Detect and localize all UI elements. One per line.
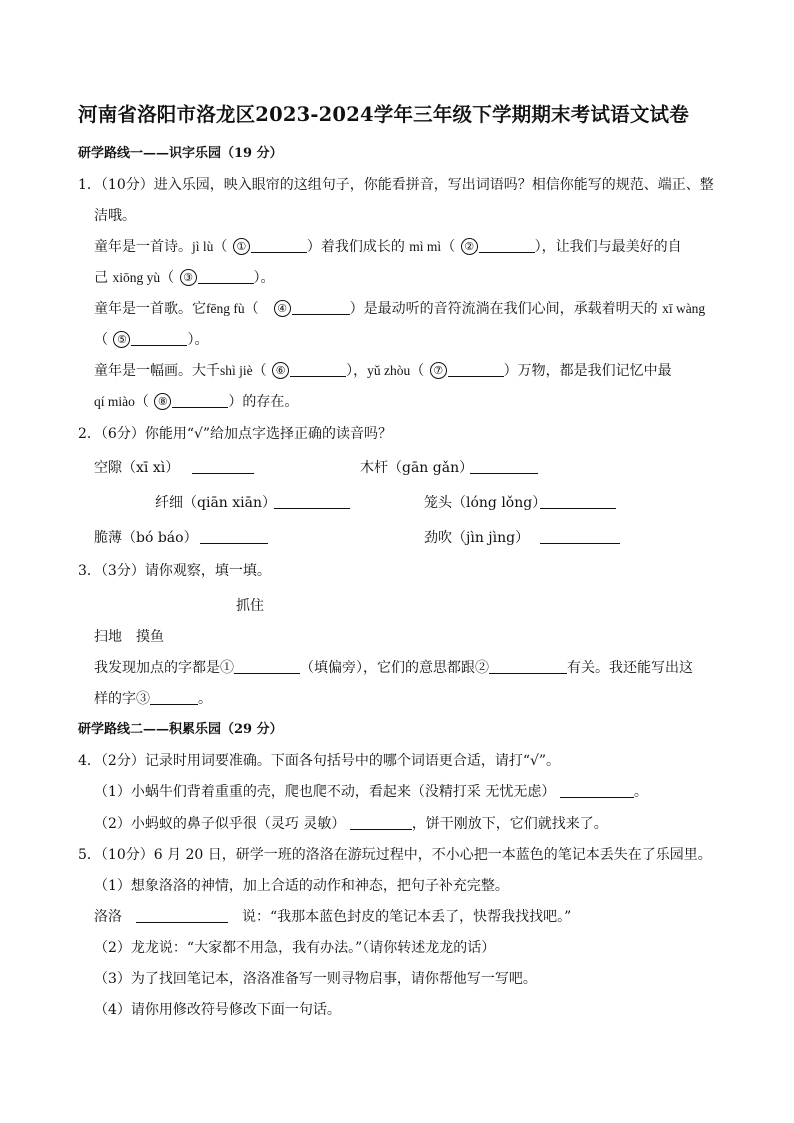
q2-word: 脆薄（bó báo）: [94, 530, 198, 546]
q2-item: [94, 458, 179, 478]
q3-text: 样的字③: [94, 691, 150, 707]
blank-number: ④: [274, 300, 291, 317]
answer-blank[interactable]: [131, 331, 187, 346]
blank-number: ⑥: [272, 362, 289, 379]
q4-text: ，饼干刚放下，它们就找来了。: [411, 816, 608, 832]
q4-item-1: [94, 782, 648, 802]
answer-blank[interactable]: [540, 529, 620, 544]
pinyin: qí miào: [94, 394, 135, 409]
q3-line-2: [94, 689, 212, 709]
answer-blank[interactable]: [470, 459, 538, 474]
q1-text: 的存在。: [242, 394, 299, 410]
answer-blank[interactable]: [489, 659, 567, 674]
pinyin: yǔ zhòu: [367, 363, 411, 378]
q3-line-1: [94, 658, 693, 678]
q3-text: 有关。我还能写出这: [567, 660, 693, 676]
q2-item: [94, 528, 198, 548]
q1-text: 童年是一幅画。大千: [94, 363, 220, 379]
q1-line-4: （ ⑤ ）。: [94, 332, 209, 348]
q3-word: 抓住: [236, 598, 264, 614]
q2-item: [155, 493, 276, 513]
q2-item: [424, 493, 546, 513]
q2-word: 笼头（lóng lǒng）: [424, 495, 547, 511]
answer-blank[interactable]: [251, 238, 307, 253]
pinyin: shì jiè: [220, 363, 253, 378]
pinyin: jì lù: [192, 239, 214, 254]
q4-text: （1）小蜗牛们背着重重的壳，爬也爬不动，看起来（没精打采 无忧无虑）: [94, 784, 556, 800]
q2-stem: 2．（6分）你能用“√”给加点字选择正确的读音吗？: [78, 426, 393, 442]
pinyin: mì mì: [409, 239, 442, 254]
page-title: 河南省洛阳市洛龙区2023-2024学年三年级下学期期末考试语文试卷: [78, 103, 689, 126]
blank-number: ③: [180, 269, 197, 286]
answer-blank[interactable]: [200, 529, 268, 544]
q3-text: 我发现加点的字都是①: [94, 660, 234, 676]
q2-word: 木杆（gān gǎn）: [360, 460, 474, 476]
q3-word: 摸鱼: [136, 629, 164, 645]
q1-stem-cont: 洁哦。: [94, 208, 136, 224]
answer-blank[interactable]: [479, 238, 535, 253]
answer-blank[interactable]: [150, 690, 198, 705]
q1-text: 万物，都是我们记忆中最: [517, 363, 672, 379]
pinyin: xī wàng: [662, 301, 706, 316]
q1-line-3: 童年是一首歌。它fēng fù（ ④ ）是最动听的音符流淌在我们心间，承载着明天的 xī wàng: [94, 301, 706, 317]
blank-number: ①: [233, 238, 250, 255]
q1-stem: 1．（10分）进入乐园，映入眼帘的这组句子，你能看拼音，写出词语吗？相信你能写的规范、端正、整: [78, 177, 714, 193]
q5-text: 说：“我那本蓝色封皮的笔记本丢了，快帮我找找吧。”: [242, 909, 572, 925]
q3-text: （填偏旁），它们的意思都跟②: [300, 660, 489, 676]
q2-word: 纤细（qiān xiān）: [155, 495, 276, 511]
answer-blank[interactable]: [560, 783, 634, 798]
answer-blank[interactable]: [274, 494, 350, 509]
q4-item-2: [94, 814, 608, 834]
q5-text: 洛洛: [94, 909, 122, 925]
q1-line-6: qí miào（ ⑧ ）的存在。: [94, 394, 299, 410]
q5-sub-4: （4）请你用修改符号修改下面一句话。: [94, 1002, 341, 1018]
section-heading: 研学路线二——积累乐园（29 分）: [78, 722, 283, 737]
q2-word: 劲吹（jìn jìng）: [424, 530, 530, 546]
q2-item: [360, 458, 473, 478]
q3-stem: 3．（3分）请你观察，填一填。: [78, 563, 271, 579]
answer-blank[interactable]: [234, 659, 300, 674]
blank-number: ⑦: [430, 362, 447, 379]
section-heading: 研学路线一——识字乐园（19 分）: [78, 146, 283, 161]
blank-number: ⑤: [113, 331, 130, 348]
q3-text: 。: [198, 691, 212, 707]
q5-sub-2: （2）龙龙说：“大家都不用急，我有办法。”（请你转述龙龙的话）: [94, 940, 496, 956]
answer-blank[interactable]: [448, 362, 504, 377]
q4-stem: 4．（2分）记录时用词要准确。下面各句括号中的哪个词语更合适，请打“√”。: [78, 753, 561, 769]
blank-number: ⑧: [154, 393, 171, 410]
q5-sub-3: （3）为了找回笔记本，洛洛准备写一则寻物启事，请你帮他写一写吧。: [94, 971, 537, 987]
q4-text: 。: [633, 784, 648, 800]
q3-word: 扫地: [94, 629, 122, 645]
q1-text: 己: [94, 270, 108, 286]
answer-blank[interactable]: [350, 815, 412, 830]
pinyin: xiōng yù: [112, 270, 161, 285]
q1-line-2: 己 xiōng yù（ ③ ）。: [94, 270, 275, 286]
q2-item: [424, 528, 529, 548]
q5-sub-1: （1）想象洛洛的神情，加上合适的动作和神态，把句子补充完整。: [94, 878, 509, 894]
answer-blank[interactable]: [192, 459, 254, 474]
q1-text: ，让我们与最美好的自: [541, 239, 682, 255]
q4-text: （2）小蚂蚁的鼻子似乎很（灵巧 灵敏）: [94, 816, 346, 832]
q1-text: 是最动听的音符流淌在我们心间，承载着明天的: [363, 301, 658, 317]
q1-line-5: 童年是一幅画。大千shì jiè（ ⑥ ），yǔ zhòu（ ⑦ ）万物，都是我们记忆中最: [94, 363, 672, 379]
q1-line-1: 童年是一首诗。jì lù（ ① ）着我们成长的 mì mì（ ② ），让我们与最美好的自: [94, 239, 682, 255]
answer-blank[interactable]: [292, 300, 350, 315]
pinyin: fēng fù: [206, 301, 245, 316]
q1-text: 童年是一首诗。: [94, 239, 192, 255]
answer-blank[interactable]: [290, 362, 346, 377]
q5-stem: 5．（10分）6 月 20 日，研学一班的洛洛在游玩过程中，不小心把一本蓝色的笔记本丢失在了乐园里。: [78, 847, 712, 863]
q1-text: 童年是一首歌。它: [94, 301, 206, 317]
q2-word: 空隙（xī xì）: [94, 460, 180, 476]
blank-number: ②: [461, 238, 478, 255]
answer-blank[interactable]: [198, 269, 254, 284]
answer-blank[interactable]: [172, 393, 228, 408]
answer-blank[interactable]: [136, 908, 228, 923]
q1-text: 着我们成长的: [320, 239, 405, 255]
answer-blank[interactable]: [540, 494, 616, 509]
q5-sub-1-line: [94, 907, 571, 927]
